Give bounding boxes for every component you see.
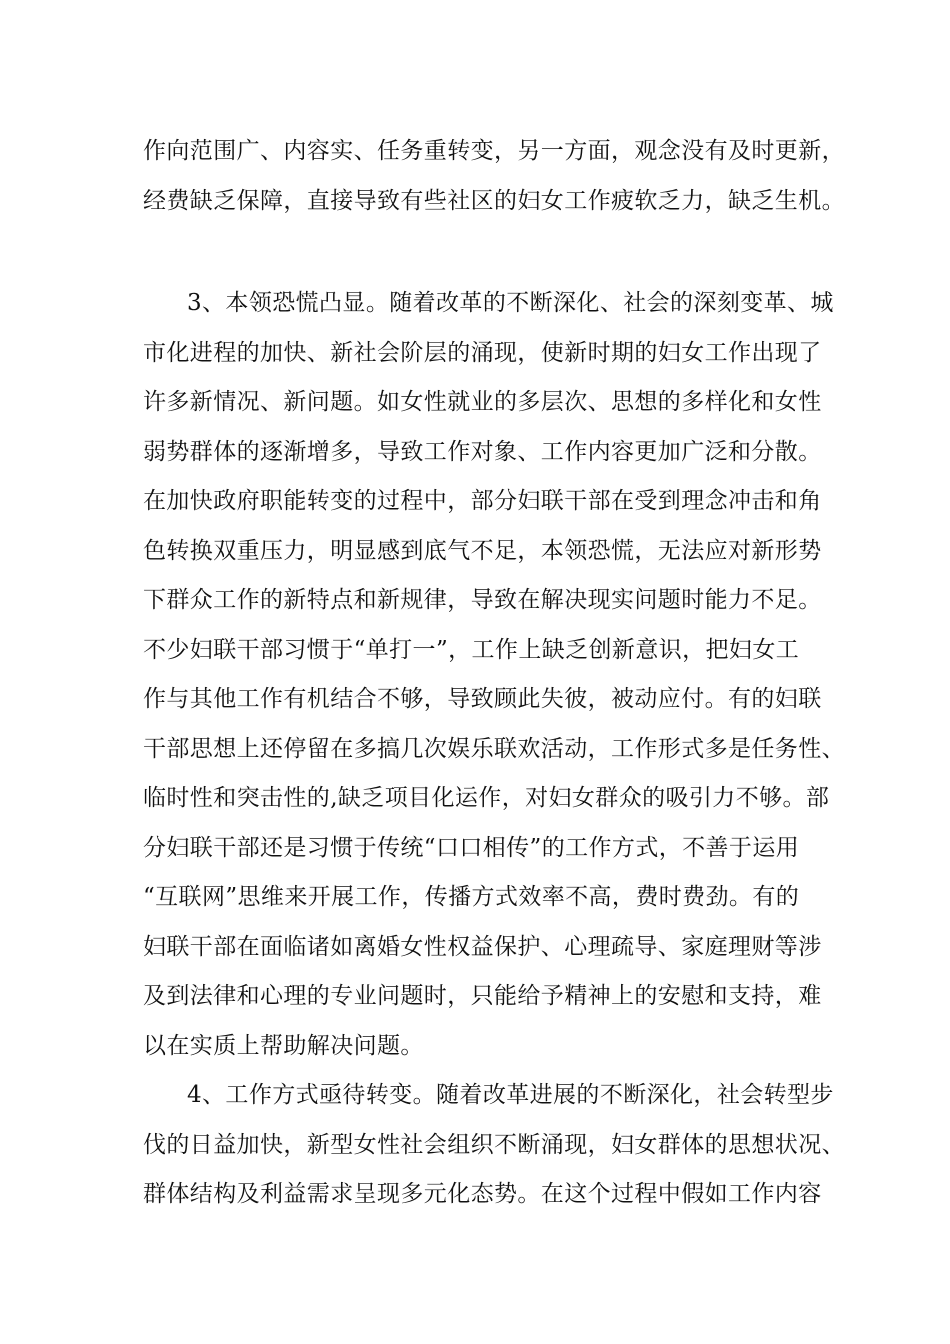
- paragraph-line: 经费缺乏保障，直接导致有些社区的妇女工作疲软乏力，缺乏生机。: [143, 188, 845, 214]
- paragraph-line: 干部思想上还停留在多搞几次娱乐联欢活动，工作形式多是任务性、: [143, 736, 845, 762]
- paragraph-line: 作与其他工作有机结合不够，导致顾此失彼，被动应付。有的妇联: [143, 686, 822, 712]
- paragraph-line: “互联网”思维来开展工作，传播方式效率不高，费时费劲。有的: [143, 884, 800, 910]
- paragraph-line: 色转换双重压力，明显感到底气不足，本领恐慌，无法应对新形势: [143, 538, 822, 564]
- paragraph-line: 在加快政府职能转变的过程中，部分妇联干部在受到理念冲击和角: [143, 488, 822, 514]
- paragraph-line: 及到法律和心理的专业问题时，只能给予精神上的安慰和支持，难: [143, 983, 822, 1009]
- paragraph-line: 许多新情况、新问题。如女性就业的多层次、思想的多样化和女性: [143, 389, 822, 415]
- paragraph-line: 4、工作方式亟待转变。随着改革进展的不断深化，社会转型步: [187, 1082, 834, 1108]
- paragraph-line: 弱势群体的逐渐增多，导致工作对象、工作内容更加广泛和分散。: [143, 439, 822, 465]
- paragraph-line: 下群众工作的新特点和新规律，导致在解决现实问题时能力不足。: [143, 587, 822, 613]
- paragraph-line: 以在实质上帮助解决问题。: [143, 1033, 424, 1059]
- paragraph-line: 妇联干部在面临诸如离婚女性权益保护、心理疏导、家庭理财等涉: [143, 934, 822, 960]
- paragraph-line: 分妇联干部还是习惯于传统“口口相传”的工作方式，不善于运用: [143, 835, 800, 861]
- paragraph-line: 伐的日益加快，新型女性社会组织不断涌现，妇女群体的思想状况、: [143, 1132, 845, 1158]
- paragraph-line: 不少妇联干部习惯于“单打一”，工作上缺乏创新意识，把妇女工: [143, 637, 800, 663]
- paragraph-line: 作向范围广、内容实、任务重转变，另一方面，观念没有及时更新，: [143, 138, 845, 164]
- paragraph-line: 3、本领恐慌凸显。随着改革的不断深化、社会的深刻变革、城: [187, 290, 834, 316]
- paragraph-line: 临时性和突击性的,缺乏项目化运作，对妇女群众的吸引力不够。部: [143, 785, 830, 811]
- paragraph-line: 市化进程的加快、新社会阶层的涌现，使新时期的妇女工作出现了: [143, 340, 822, 366]
- paragraph-line: 群体结构及利益需求呈现多元化态势。在这个过程中假如工作内容: [143, 1181, 822, 1207]
